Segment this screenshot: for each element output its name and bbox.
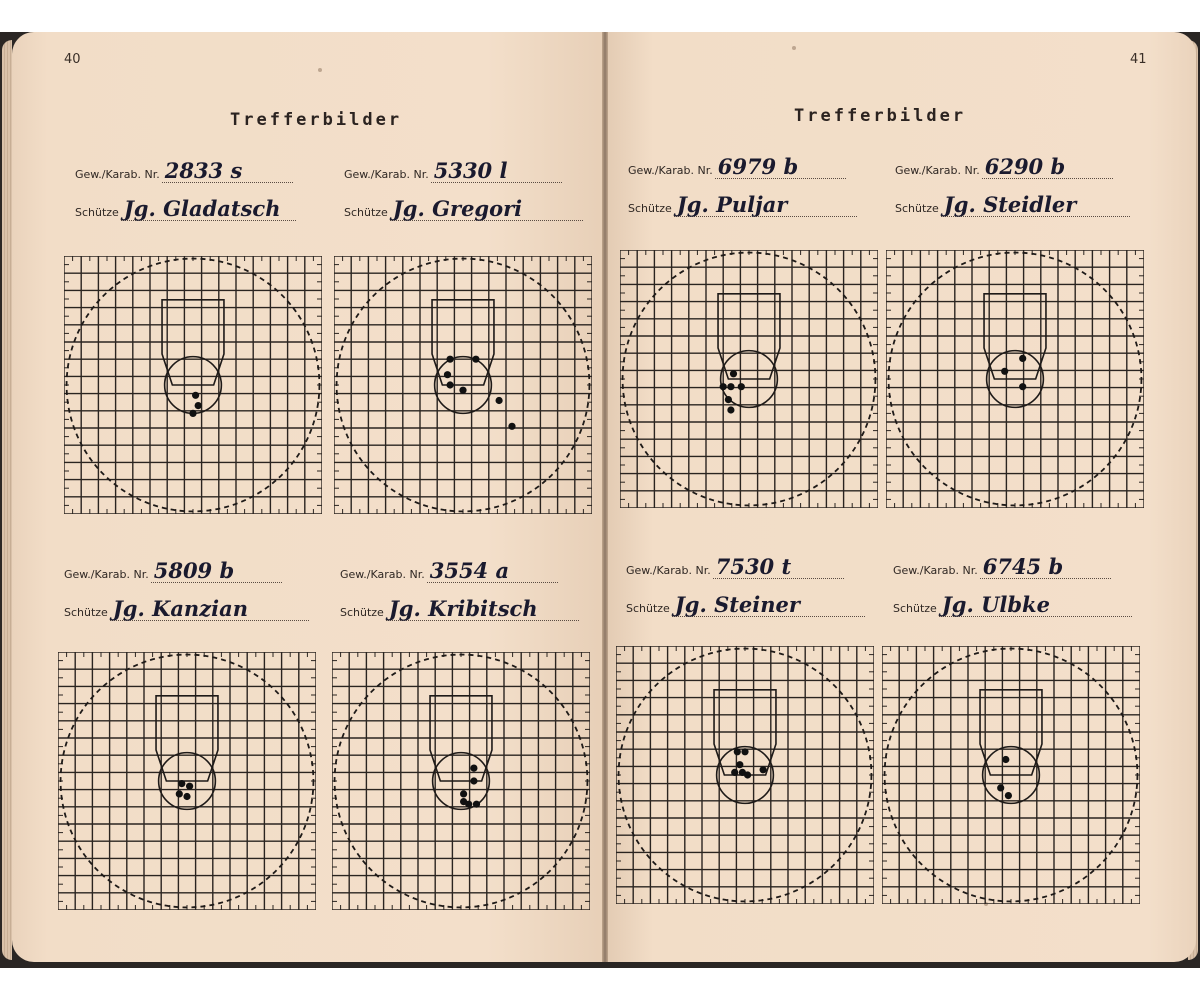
rifle-number-label: Gew./Karab. Nr. bbox=[344, 168, 429, 181]
bullet-hit bbox=[470, 765, 477, 772]
bullet-hit bbox=[508, 423, 515, 430]
target-grid-svg bbox=[58, 652, 316, 910]
bullet-hit bbox=[195, 402, 202, 409]
shooter-field bbox=[344, 198, 583, 221]
target-panel bbox=[58, 652, 316, 910]
rifle-number-field bbox=[64, 560, 282, 583]
target-panel bbox=[620, 250, 878, 508]
bullet-hit bbox=[734, 748, 741, 755]
shooter-label: Schütze bbox=[895, 202, 939, 215]
bullet-hit bbox=[192, 392, 199, 399]
shooter-name: Jg. Kribitsch bbox=[386, 598, 579, 621]
target-panel bbox=[332, 652, 590, 910]
shooter-name: Jg. Gladatsch bbox=[121, 198, 296, 221]
bullet-hit bbox=[459, 387, 466, 394]
target-grid-svg bbox=[620, 250, 878, 508]
rifle-number-value: 2833 s bbox=[162, 160, 293, 183]
shooter-label: Schütze bbox=[626, 602, 670, 615]
shooter-field bbox=[628, 194, 857, 217]
rifle-number-value: 3554 a bbox=[427, 560, 558, 583]
bullet-hit bbox=[720, 383, 727, 390]
rifle-number-label: Gew./Karab. Nr. bbox=[340, 568, 425, 581]
bullet-hit bbox=[189, 410, 196, 417]
bullet-hit bbox=[736, 761, 743, 768]
target-grid-svg bbox=[886, 250, 1144, 508]
shooter-label: Schütze bbox=[893, 602, 937, 615]
bullet-hit bbox=[176, 790, 183, 797]
bullet-hit bbox=[725, 396, 732, 403]
rifle-number-value: 6745 b bbox=[980, 556, 1111, 579]
shooter-name: Jg. Steidler bbox=[941, 194, 1130, 217]
page-title: Trefferbilder bbox=[794, 106, 967, 126]
shooter-name: Jg. Steiner bbox=[672, 594, 865, 617]
shooter-field bbox=[895, 194, 1130, 217]
shooter-field bbox=[340, 598, 579, 621]
bullet-hit bbox=[183, 793, 190, 800]
rifle-number-field bbox=[628, 156, 846, 179]
shooter-label: Schütze bbox=[628, 202, 672, 215]
bullet-hit bbox=[727, 406, 734, 413]
bullet-hit bbox=[760, 766, 767, 773]
page-number: 41 bbox=[1130, 52, 1147, 67]
target-panel bbox=[334, 256, 592, 514]
bullet-hit bbox=[444, 371, 451, 378]
target-panel bbox=[616, 646, 874, 904]
bullet-hit bbox=[1019, 383, 1026, 390]
bullet-hit bbox=[473, 801, 480, 808]
shooter-field bbox=[626, 594, 865, 617]
shooter-field bbox=[893, 594, 1132, 617]
bullet-hit bbox=[178, 780, 185, 787]
rifle-number-value: 5809 b bbox=[151, 560, 282, 583]
rifle-number-value: 7530 t bbox=[713, 556, 844, 579]
shooter-field bbox=[64, 598, 309, 621]
page-stack-edge-left bbox=[2, 40, 12, 960]
page-number: 40 bbox=[64, 52, 81, 67]
shooter-name: Jg. Ulbke bbox=[939, 594, 1132, 617]
rifle-number-field bbox=[75, 160, 293, 183]
paper-speck bbox=[792, 46, 796, 50]
target-grid-svg bbox=[64, 256, 322, 514]
bullet-hit bbox=[1019, 355, 1026, 362]
bullet-hit bbox=[465, 801, 472, 808]
shooter-label: Schütze bbox=[64, 606, 108, 619]
bullet-hit bbox=[447, 381, 454, 388]
rifle-number-label: Gew./Karab. Nr. bbox=[64, 568, 149, 581]
bullet-hit bbox=[460, 790, 467, 797]
rifle-number-field bbox=[344, 160, 562, 183]
bullet-hit bbox=[741, 748, 748, 755]
bullet-hit bbox=[730, 370, 737, 377]
shooter-label: Schütze bbox=[75, 206, 119, 219]
target-grid-svg bbox=[616, 646, 874, 904]
rifle-number-label: Gew./Karab. Nr. bbox=[893, 564, 978, 577]
bullet-hit bbox=[744, 771, 751, 778]
target-grid-svg bbox=[882, 646, 1140, 904]
shooter-label: Schütze bbox=[344, 206, 388, 219]
shooter-field bbox=[75, 198, 296, 221]
target-grid-svg bbox=[334, 256, 592, 514]
rifle-number-value: 6979 b bbox=[715, 156, 846, 179]
rifle-number-label: Gew./Karab. Nr. bbox=[75, 168, 160, 181]
target-panel bbox=[886, 250, 1144, 508]
shooter-name: Jg. Gregori bbox=[390, 198, 583, 221]
target-grid-svg bbox=[332, 652, 590, 910]
shooter-name: Jg. Kanzian bbox=[110, 598, 309, 621]
bullet-hit bbox=[470, 777, 477, 784]
bullet-hit bbox=[447, 356, 454, 363]
target-panel bbox=[882, 646, 1140, 904]
rifle-number-value: 6290 b bbox=[982, 156, 1113, 179]
target-panel bbox=[64, 256, 322, 514]
bullet-hit bbox=[1005, 792, 1012, 799]
rifle-number-field bbox=[895, 156, 1113, 179]
rifle-number-field bbox=[626, 556, 844, 579]
page-title: Trefferbilder bbox=[230, 110, 403, 130]
bullet-hit bbox=[738, 383, 745, 390]
bullet-hit bbox=[186, 783, 193, 790]
bullet-hit bbox=[1001, 368, 1008, 375]
bullet-hit bbox=[727, 383, 734, 390]
rifle-number-label: Gew./Karab. Nr. bbox=[626, 564, 711, 577]
rifle-number-field bbox=[893, 556, 1111, 579]
rifle-number-field bbox=[340, 560, 558, 583]
rifle-number-label: Gew./Karab. Nr. bbox=[628, 164, 713, 177]
bullet-hit bbox=[496, 397, 503, 404]
bullet-hit bbox=[731, 769, 738, 776]
bullet-hit bbox=[997, 784, 1004, 791]
bullet-hit bbox=[472, 356, 479, 363]
shooter-name: Jg. Puljar bbox=[674, 194, 857, 217]
paper-speck bbox=[318, 68, 322, 72]
rifle-number-label: Gew./Karab. Nr. bbox=[895, 164, 980, 177]
bullet-hit bbox=[1002, 756, 1009, 763]
shooter-label: Schütze bbox=[340, 606, 384, 619]
book-gutter bbox=[602, 32, 608, 962]
rifle-number-value: 5330 l bbox=[431, 160, 562, 183]
